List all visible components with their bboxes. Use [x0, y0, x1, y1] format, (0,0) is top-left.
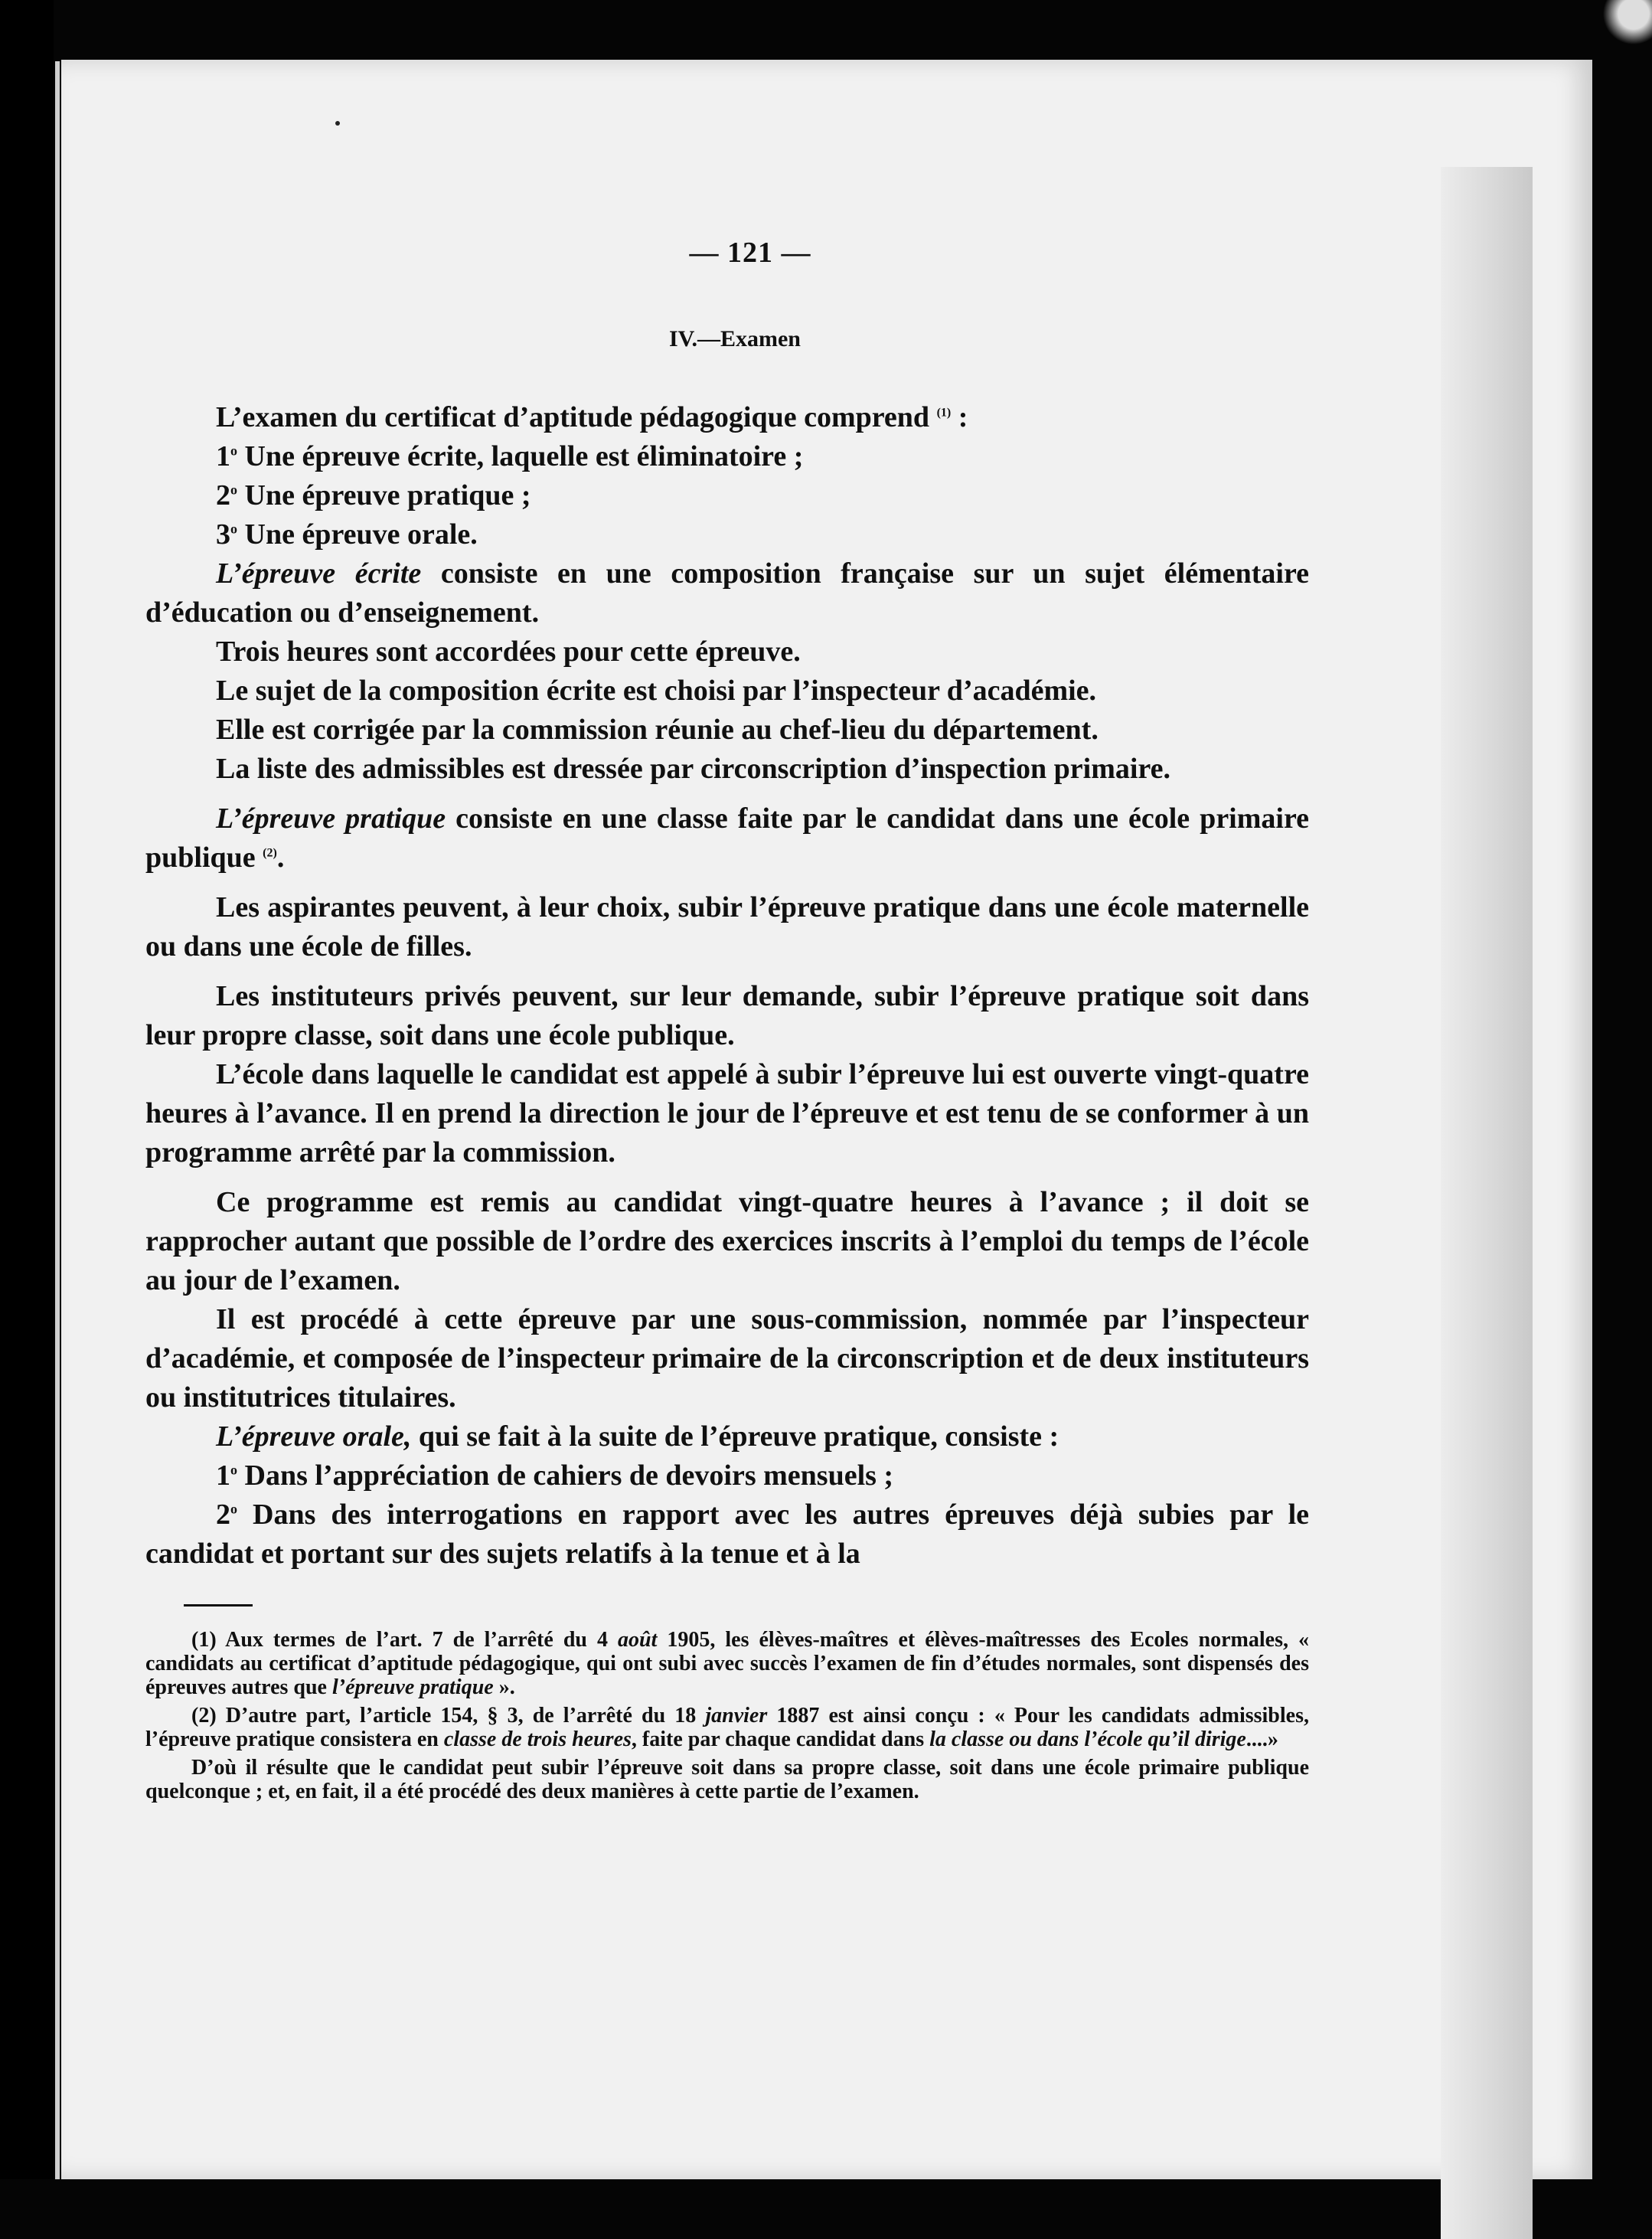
term-epreuve-ecrite: L’épreuve écrite — [216, 557, 422, 590]
footnote-1-text-a: (1) Aux termes de l’art. 7 de l’arrêté du 4 — [191, 1628, 618, 1652]
paragraph-aspirantes: Les aspirantes peuvent, à leur choix, subir l’épreuve pratique dans une école maternelle ou dans une école de filles. — [145, 891, 1309, 963]
intro-colon: : — [951, 401, 968, 433]
orale-item-1-number: 1 — [216, 1459, 230, 1492]
epreuve-pratique-text: consiste en une classe faite par le candidat dans une école primaire publique — [145, 802, 1310, 874]
orale-item-2 — [145, 1495, 1309, 1574]
orale-item-2-number: 2 — [216, 1499, 230, 1531]
paragraph-ecole: L’école dans laquelle le candidat est appelé à subir l’épreuve lui est ouverte vingt-quatre heures à l’avance. Il en prend la direction le jour de l’épreuve et est tenu de se conformer à un programme arrêté par la commission. — [145, 1058, 1309, 1169]
book-page — [61, 60, 1592, 2179]
list-item-1-ordinal: o — [230, 443, 237, 459]
footnote-1-text-c: ». — [493, 1675, 515, 1699]
paragraph-instituteurs-prives: Les instituteurs privés peuvent, sur leur demande, subir l’épreuve pratique soit dans leur propre classe, soit dans une école publique. — [145, 980, 1309, 1051]
footnote-1-text-b: 1905, les élèves-maîtres et élèves-maîtresses des Ecoles normales, « candidats au certificat d’aptitude pédagogique, qui ont subi avec succès l’examen de fin d’études normales, sont dispensés des épreuves autres que — [145, 1628, 1309, 1699]
scan-speck — [335, 121, 340, 126]
footnote-2-text-c: , faite par chaque candidat dans — [631, 1727, 930, 1751]
intro-text: L’examen du certificat d’aptitude pédagogique comprend — [216, 401, 937, 433]
page-number: — 121 — — [689, 237, 811, 269]
paragraph-corrigee: Elle est corrigée par la commission réunie au chef-lieu du département. — [216, 714, 1099, 746]
paragraph-sous-commission: Il est procédé à cette épreuve par une sous-commission, nommée par l’inspecteur d’académie, et composée de l’inspecteur primaire de la circonscription et de deux instituteurs ou institutrices titulaires. — [145, 1303, 1309, 1414]
footnote-2-text-b: 1887 est ainsi conçu : « Pour les candidats admissibles, l’épreuve pratique consistera en — [145, 1704, 1309, 1751]
orale-item-2-ordinal: o — [230, 1501, 237, 1517]
epreuve-pratique-end: . — [276, 842, 285, 874]
footnote-2-text-a: (2) D’autre part, l’article 154, § 3, de l’arrêté du 18 — [191, 1704, 706, 1727]
list-item-1 — [145, 437, 1309, 476]
footnote-2-text-d: ....» — [1246, 1727, 1278, 1751]
list-item-3 — [145, 515, 1309, 554]
list-item-3-number: 3 — [216, 518, 230, 551]
footnote-ref-2: (2) — [263, 846, 277, 860]
list-item-2 — [145, 476, 1309, 515]
list-item-1-number: 1 — [216, 440, 230, 472]
paragraph-epreuve-ecrite — [145, 554, 1309, 632]
footnote-2-em-b: classe de trois heures — [443, 1727, 632, 1751]
footnote-ref-1: (1) — [936, 406, 952, 420]
footnotes — [145, 1628, 1309, 1803]
list-item-2-text: Une épreuve pratique ; — [237, 479, 531, 512]
page-fore-edge — [1441, 167, 1533, 2239]
orale-item-1 — [145, 1456, 1309, 1495]
paragraph-intro — [145, 398, 1309, 437]
term-epreuve-orale: L’épreuve orale, — [216, 1420, 412, 1453]
paragraph-trois-heures: Trois heures sont accordées pour cette épreuve. — [216, 636, 801, 668]
book-spine-edge — [55, 61, 60, 2179]
paragraph-epreuve-orale — [145, 1417, 1309, 1456]
list-item-3-text: Une épreuve orale. — [237, 518, 478, 551]
body-text — [145, 398, 1309, 1574]
orale-item-1-text: Dans l’appréciation de cahiers de devoirs mensuels ; — [237, 1459, 894, 1492]
footnote-divider — [184, 1604, 253, 1607]
scan-left-border — [0, 0, 54, 2179]
footnote-2-em-c: la classe ou dans l’école qu’il dirige — [929, 1727, 1246, 1751]
paragraph-programme: Ce programme est remis au candidat vingt-quatre heures à l’avance ; il doit se rapprocher autant que possible de l’ordre des exercices inscrits à l’emploi du temps de l’école au jour de l’examen. — [145, 1186, 1309, 1296]
paragraph-sujet: Le sujet de la composition écrite est choisi par l’inspecteur d’académie. — [216, 675, 1097, 707]
scan-corner-artifact — [1591, 0, 1652, 46]
list-item-3-ordinal: o — [230, 521, 237, 537]
footnote-2 — [145, 1704, 1309, 1751]
footnote-1 — [145, 1628, 1309, 1699]
page-content — [145, 236, 1309, 1808]
orale-item-2-text: Dans des interrogations en rapport avec les autres épreuves déjà subies par le candidat et portant sur des sujets relatifs à la tenue et à la — [145, 1499, 1309, 1570]
paragraph-liste: La liste des admissibles est dressée par circonscription d’inspection primaire. — [216, 753, 1170, 785]
epreuve-orale-text: qui se fait à la suite de l’épreuve pratique, consiste : — [411, 1420, 1059, 1453]
footnote-1-em-a: août — [618, 1628, 658, 1652]
list-item-1-text: Une épreuve écrite, laquelle est éliminatoire ; — [237, 440, 804, 472]
section-title: IV.—Examen — [669, 326, 801, 351]
epreuve-ecrite-text: consiste en une composition française sur un sujet élémentaire d’éducation ou d’enseignement. — [145, 557, 1309, 629]
orale-item-1-ordinal: o — [230, 1462, 237, 1478]
footnote-2-em-a: janvier — [705, 1704, 768, 1727]
list-item-2-ordinal: o — [230, 482, 237, 498]
footnote-3: D’où il résulte que le candidat peut subir l’épreuve soit dans sa propre classe, soit dans une école primaire publique quelconque ; et, en fait, il a été procédé des deux manières à cette partie de l’examen. — [145, 1756, 1309, 1803]
list-item-2-number: 2 — [216, 479, 230, 512]
paragraph-epreuve-pratique — [145, 799, 1309, 878]
footnote-1-em-b: l’épreuve pratique — [331, 1675, 494, 1699]
term-epreuve-pratique: L’épreuve pratique — [216, 802, 446, 835]
